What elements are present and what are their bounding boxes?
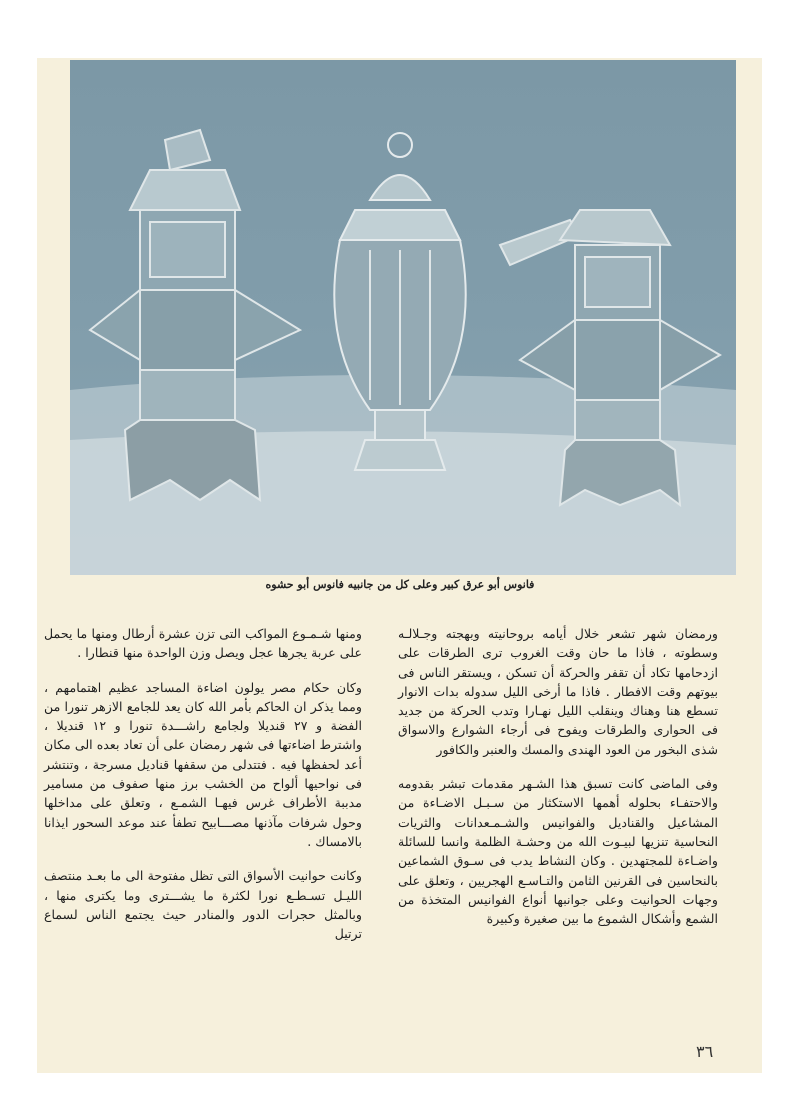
paragraph: وكان حكام مصر يولون اضاءة المساجد عظيم اهتمامهم ، ومما يذكر ان الحاكم بأمر الله كان يعد للجامع الازهر تنورا من الفضة و ٢٧ قنديلا ولجامع راشـــدة تنورا و ١٢ قنديلا ، واشترط اضاءتها فى شهر رمضان على أن تعاد بعده الى مكان أعد لحفظها فيه . فتتدلى من سقفها قناديل مسرجة ، وتنتشر فى نواحيها ألواح من الخشب برز منها صفوف من مسامير مدببة الأطراف غرس فيهـا الشمـع ، وتعلق على مداخلها وحول شرفات مآذنها مصـــابيح تطفأ عند موعد السحور ايذانا بالامساك . [44,679,363,849]
paragraph: ورمضان شهر تشعر خلال أيامه بروحانيته وبهجته وجـلالـه وسطوته ، فاذا ما حان وقت الغروب ترى الطرقات على ازدحامها تكاد أن تقفر والحركة أن تسكن ، ويستقر الناس فى بيوتهم وقت الافطار . فاذا ما أرخى الليل سدوله بدات الانوار تسطع هنا وهناك وينقلب الليل نهـارا وتدب الحركة من جديد فى الحوارى والطرقات ويفوح فى أرجاء الشوارع والاسواق شذى البخور من العود الهندى والمسك والعنبر والكافور [398,626,718,757]
lanterns-photo [70,60,736,575]
page-number: ٣٦ [696,1042,714,1061]
paragraph: وكانت حوانيت الأسواق التى تظل مفتوحة الى ما بعـد منتصف الليـل تسـطـع نورا لكثرة ما يشـــترى وما يكترى منها ، وبالمثل حجرات الدور والمنادر حيث يجتمع الناس لسماع ترتيل [44,868,362,942]
article-column-right [398,624,718,943]
article-column-left [44,624,362,958]
paragraph: ومنها شـمـوع المواكب التى تزن عشرة أرطال ومنها ما يحمل على عربة يجرها عجل ويصل وزن الواحدة منها قنطارا . [44,626,362,661]
figure-caption: فانوس أبو عرق كبير وعلى كل من جانبيه فانوس أبو حشوه [265,578,535,591]
paragraph: وفى الماضى كانت تسبق هذا الشـهر مقدمات تبشر بقدومه والاحتفـاء بحلوله أهمها الاستكثار من سـبـل الاضـاءة من المشاعيل والقناديل والفوانيس والشـمـعدانات والثريات النحاسية تنزيها لبيـوت الله من وحشـة الظلمة وانسا للسائلة واضـاءة للمجتهدين . وكان النشاط يدب فى سـوق الشماعين بالنحاسين فى القرنين الثامن والتـاسـع الهجريين ، وتعلق على وجهات الحوانيت وعلى جوانبها أنواع الفوانيس المتخذة من الشمع وأشكال الشموع ما بين صغيرة وكبيرة [398,776,718,927]
